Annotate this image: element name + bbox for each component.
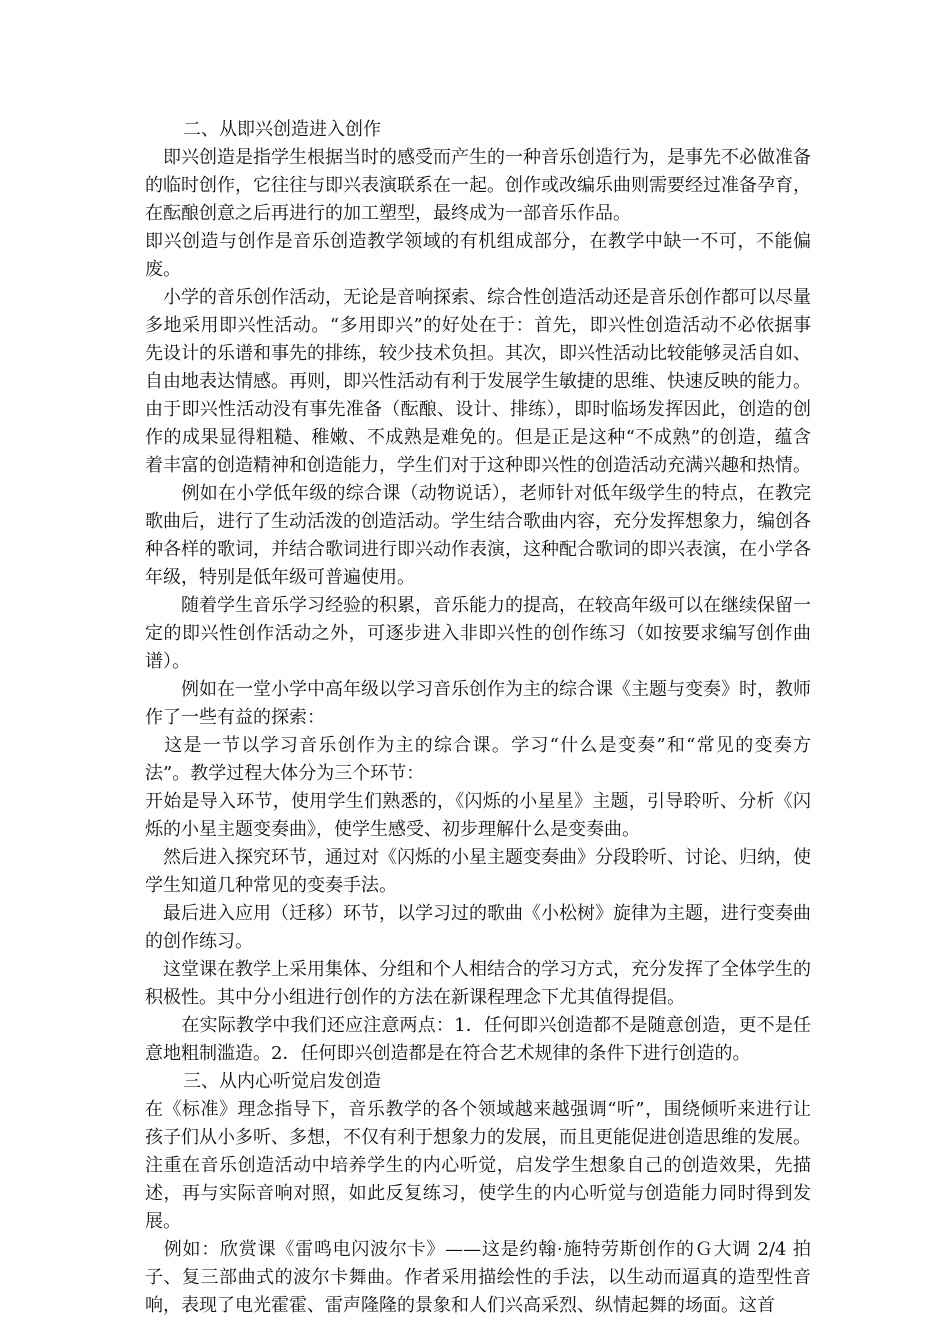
paragraph: 最后进入应用（迁移）环节，以学习过的歌曲《小松树》旋律为主题，进行变奏曲的创作练习。 — [145, 903, 811, 952]
paragraph: 在实际教学中我们还应注意两点：1．任何即兴创造都不是随意创造，更不是任意地粗制滥造。2．任何即兴创造都是在符合艺术规律的条件下进行创造的。 — [145, 1015, 811, 1064]
paragraph: 随着学生音乐学习经验的积累，音乐能力的提高，在较高年级可以在继续保留一定的即兴性创作活动之外，可逐步进入非即兴性的创作练习（如按要求编写创作曲谱）。 — [145, 595, 811, 672]
paragraph: 这堂课在教学上采用集体、分组和个人相结合的学习方式，充分发挥了全体学生的积极性。其中分小组进行创作的方法在新课程理念下尤其值得提倡。 — [145, 959, 811, 1008]
paragraph: 在《标准》理念指导下，音乐教学的各个领域越来越强调“听”，围绕倾听来进行让孩子们从小多听、多想，不仅有利于想象力的发展，而且更能促进创造思维的发展。注重在音乐创造活动中培养学生的内心听觉，启发学生想象自己的创造效果，先描述，再与实际音响对照，如此反复练习，使学生的内心听觉与创造能力同时得到发展。 — [145, 1099, 811, 1232]
document-page — [145, 116, 811, 1320]
paragraph: 例如在小学低年级的综合课（动物说话），老师针对低年级学生的特点，在教完歌曲后，进行了生动活泼的创造活动。学生结合歌曲内容，充分发挥想象力，编创各种各样的歌词，并结合歌词进行即兴动作表演，这种配合歌词的即兴表演，在小学各年级，特别是低年级可普遍使用。 — [145, 483, 811, 588]
paragraph: 即兴创造与创作是音乐创造教学领域的有机组成部分，在教学中缺一不可，不能偏废。 — [145, 231, 811, 280]
paragraph: 小学的音乐创作活动，无论是音响探索、综合性创造活动还是音乐创作都可以尽量多地采用即兴性活动。“多用即兴”的好处在于：首先，即兴性创造活动不必依据事先设计的乐谱和事先的排练，较少技术负担。其次，即兴性活动比较能够灵活自如、自由地表达情感。再则，即兴性活动有利于发展学生敏捷的思维、快速反映的能力。由于即兴性活动没有事先准备（酝酿、设计、排练），即时临场发挥因此，创造的创作的成果显得粗糙、稚嫩、不成熟是难免的。但是正是这种“不成熟”的创造，蕴含着丰富的创造精神和创造能力，学生们对于这种即兴性的创造活动充满兴趣和热情。 — [145, 287, 811, 476]
paragraph: 例如在一堂小学中高年级以学习音乐创作为主的综合课《主题与变奏》时，教师作了一些有益的探索： — [145, 679, 811, 728]
section-heading-3: 三、从内心听觉启发创造 — [183, 1071, 381, 1092]
paragraph: 然后进入探究环节，通过对《闪烁的小星主题变奏曲》分段聆听、讨论、归纳，使学生知道几种常见的变奏手法。 — [145, 847, 811, 896]
paragraph: 例如：欣赏课《雷鸣电闪波尔卡》——这是约翰·施特劳斯创作的Ｇ大调 2/4 拍子、复三部曲式的波尔卡舞曲。作者采用描绘性的手法，以生动而逼真的造型性音响，表现了电光霍霍、雷声隆隆的景象和人们兴高采烈、纵情起舞的场面。这首 — [145, 1239, 811, 1316]
paragraph: 这是一节以学习音乐创作为主的综合课。学习“什么是变奏”和“常见的变奏方法”。教学过程大体分为三个环节： — [145, 735, 811, 784]
paragraph: 即兴创造是指学生根据当时的感受而产生的一种音乐创造行为，是事先不必做准备的临时创作，它往往与即兴表演联系在一起。创作或改编乐曲则需要经过准备孕育，在酝酿创意之后再进行的加工塑型，最终成为一部音乐作品。 — [145, 147, 811, 224]
paragraph: 开始是导入环节，使用学生们熟悉的，《闪烁的小星星》主题，引导聆听、分析《闪烁的小星主题变奏曲》，使学生感受、初步理解什么是变奏曲。 — [145, 791, 811, 840]
section-heading-2: 二、从即兴创造进入创作 — [183, 119, 381, 140]
